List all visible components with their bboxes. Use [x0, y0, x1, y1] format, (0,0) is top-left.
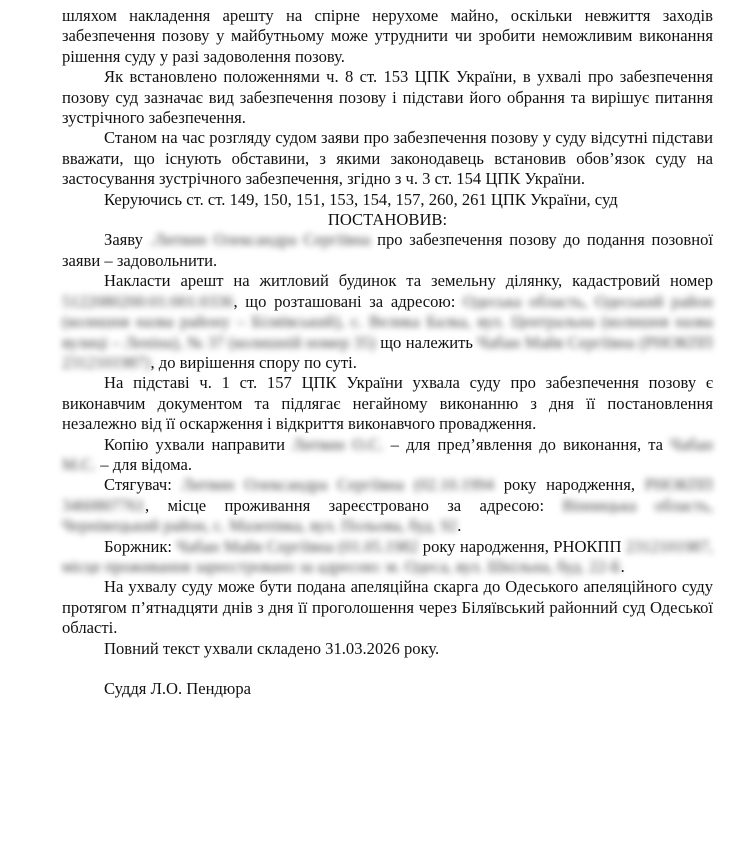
text-arrest-c: що належить [380, 332, 473, 352]
redacted-recipient-1: Литвин О.С. [292, 434, 384, 454]
text-arrest-a: Накласти арешт на житловий будинок та земельну ділянку, кадастровий номер [104, 271, 713, 291]
redacted-claimant-tax-id: РНОКПП 3460807761 [62, 475, 713, 515]
text-debtor-birth: року народження, РНОКПП [422, 536, 622, 556]
paragraph-enforcement: На підставі ч. 1 ст. 157 ЦПК України ухвала суду про забезпечення позову є виконавчим документом та підлягає негайному виконанню з дня її постановлення незалежно від її оскарження і відкриття виконавчого провадження. [62, 373, 713, 434]
redacted-claimant-name: Литвин Олександра Сергіївна (02.10.1994 [181, 475, 495, 495]
redacted-debtor-name: Чабан Майя Сергіївна (01.05.1982 [176, 536, 419, 556]
paragraph-grant-application [62, 230, 713, 271]
ruling-heading: ПОСТАНОВИВ: [327, 210, 448, 230]
text-claimant-birth: року народження, [503, 475, 636, 495]
paragraph-debtor: Боржник: Чабан Майя Сергіївна (01.05.1982 року народження, РНОКПП 2312101987, місце проживання зареєстровано за адресою: м. Одеса, вул. Шкільна, буд. 22-Б. [62, 536, 714, 576]
blank-line [62, 659, 713, 679]
paragraph-guided-by: Керуючись ст. ст. 149, 150, 151, 153, 154, 157, 260, 261 ЦПК України, суд [104, 189, 618, 209]
paragraph-grounds: шляхом накладення арешту на спірне нерухоме майно, оскільки невжиття заходів забезпечення позову у майбутньому може утруднити чи зробити неможливим виконання рішення суду у разі задоволення позову. [62, 6, 713, 66]
text-copy-c: – для відома. [100, 454, 193, 474]
text-claimant-label: Стягувач: [104, 475, 172, 495]
paragraph-law-reference: Як встановлено положеннями ч. 8 ст. 153 ЦПК України, в ухвалі про забезпечення позову суд зазначає вид забезпечення позову і підстави його обрання та вирішує питання зустрічного забезпечення. [62, 67, 713, 128]
text-application: Заяву [104, 230, 143, 250]
document-body [62, 6, 713, 699]
paragraph-full-text-date: Повний текст ухвали складено 31.03.2026 року. [104, 638, 440, 658]
paragraph-claimant: Стягувач: Литвин Олександра Сергіївна (02.10.1994 року народження, РНОКПП 3460807761, місце проживання зареєстровано за адресою: Вінницька область, Чернівецький район, с. Мазепівка, вул. Польова, буд. 92. [62, 475, 713, 536]
judge-signature: Суддя Л.О. Пендюра [104, 679, 251, 698]
redacted-claimant-address: Вінницька область, Чернівецький район, с. Мазепівка, вул. Польова, буд. 92 [62, 495, 713, 536]
text-copy-a: Копію ухвали направити [104, 434, 285, 454]
redacted-applicant: .Литвин Олександра Сергіївна [149, 230, 371, 250]
paragraph-arrest [62, 271, 713, 373]
text-arrest-d: , до вирішення спору по суті. [150, 352, 357, 372]
redacted-debtor-details: 2312101987, місце проживання зареєстровано за адресою: м. Одеса, вул. Шкільна, буд. 22-Б [62, 536, 714, 576]
redacted-owner: Чабан Майя Сергіївна (РНОКПП 2312101987) [62, 332, 713, 372]
text-debtor-label: Боржник: [104, 536, 173, 556]
paragraph-appeal: На ухвалу суду може бути подана апеляційна скарга до Одеського апеляційного суду протягом п’ятнадцяти днів з дня її проголошення через Біляївський районний суд Одеської області. [62, 577, 713, 638]
paragraph-counter-security: Станом на час розгляду судом заяви про забезпечення позову у суду відсутні підстави вважати, що існують обставини, з якими законодавець встановив обов’язок суду на застосування зустрічного забезпечення, згідно з ч. 3 ст. 154 ЦПК України. [62, 128, 713, 189]
paragraph-copy-send [62, 435, 713, 476]
redacted-cadastral-number: 5122080200:01:001:0336 [62, 291, 234, 311]
redacted-property-address: Одеська область, Одеський район (колишня назва району – Біляївський), с. Велика Балка, вул. Центральна (колишня назва вулиці – Леніна), № 37 (колишній номер 35) [62, 291, 713, 352]
text-application-rest: про забезпечення позову до подання позовної заяви – задовольнити. [62, 230, 714, 270]
text-arrest-b: , що розташовані за адресою: [233, 291, 456, 311]
text-claimant-address: , місце проживання зареєстровано за адресою: [144, 495, 545, 515]
redacted-recipient-2: Чабан М.С. [62, 434, 713, 474]
text-copy-b: – для пред’явлення до виконання, та [390, 434, 664, 454]
